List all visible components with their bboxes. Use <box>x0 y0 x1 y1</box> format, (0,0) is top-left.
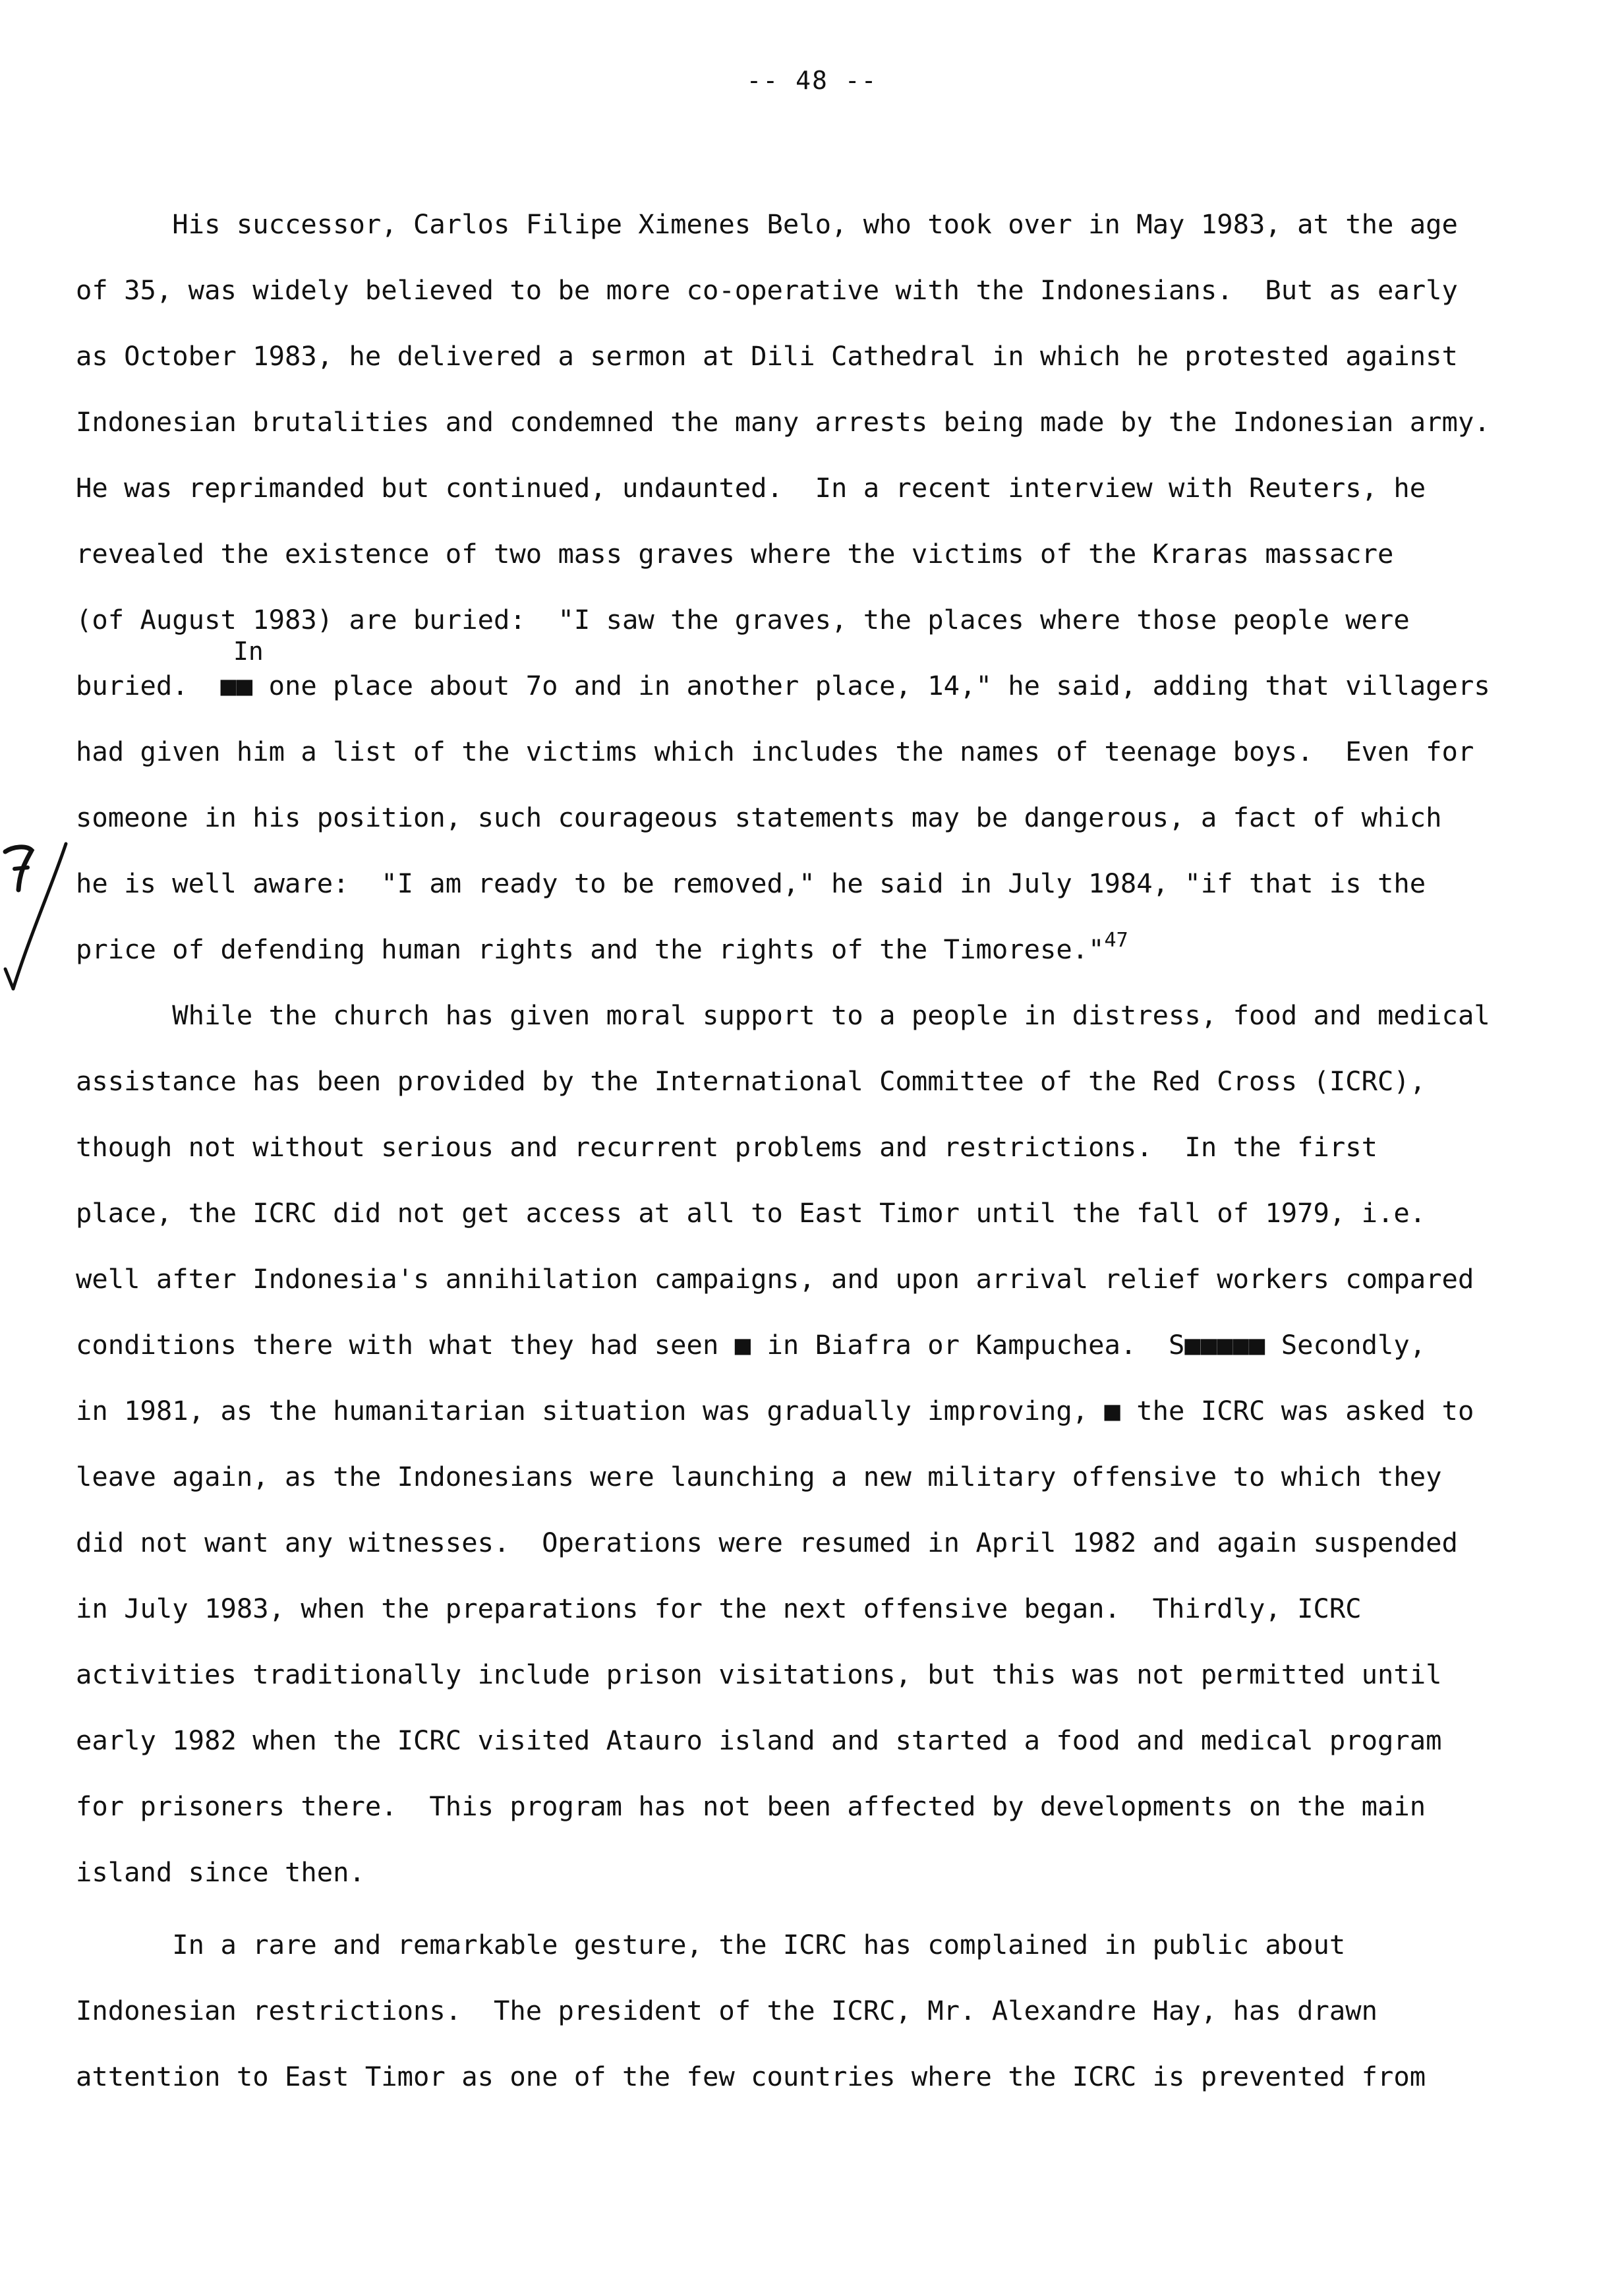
text-line: assistance has been provided by the International Committee of the Red Cross (ICRC), <box>76 1065 1426 1097</box>
footnote-reference: 47 <box>1104 929 1128 952</box>
text-line: He was reprimanded but continued, undaunted. In a recent interview with Reuters, he <box>76 472 1426 504</box>
text-line: as October 1983, he delivered a sermon at Dili Cathedral in which he protested against <box>76 340 1458 372</box>
text-line: leave again, as the Indonesians were launching a new military offensive to which they <box>76 1461 1442 1492</box>
text-line: buried. ■■ one place about 7o and in another place, 14," he said, adding that villagers <box>76 670 1490 701</box>
text-line: His successor, Carlos Filipe Ximenes Belo, who took over in May 1983, at the age <box>76 208 1458 240</box>
text-line: in July 1983, when the preparations for the next offensive began. Thirdly, ICRC <box>76 1593 1362 1624</box>
handwritten-insertion: In <box>233 637 264 666</box>
text-line: attention to East Timor as one of the few countries where the ICRC is prevented from <box>76 2061 1426 2092</box>
text-line: place, the ICRC did not get access at all to East Timor until the fall of 1979, i.e. <box>76 1197 1426 1229</box>
text-line: (of August 1983) are buried: "I saw the graves, the places where those people were <box>76 604 1410 635</box>
text-line: had given him a list of the victims which includes the names of teenage boys. Even for <box>76 736 1474 767</box>
text-line: Indonesian restrictions. The president of the ICRC, Mr. Alexandre Hay, has drawn <box>76 1995 1378 2026</box>
text-line: activities traditionally include prison visitations, but this was not permitted until <box>76 1659 1442 1690</box>
text-line: While the church has given moral support to a people in distress, food and medical <box>76 999 1490 1031</box>
handwritten-seven-check-icon <box>0 837 79 1009</box>
text-line: revealed the existence of two mass graves where the victims of the Kraras massacre <box>76 538 1394 570</box>
text-line: of 35, was widely believed to be more co-operative with the Indonesians. But as early <box>76 274 1458 306</box>
text-line: did not want any witnesses. Operations were resumed in April 1982 and again suspended <box>76 1527 1458 1558</box>
text-line: well after Indonesia's annihilation campaigns, and upon arrival relief workers compared <box>76 1263 1474 1295</box>
text-line: for prisoners there. This program has not been affected by developments on the main <box>76 1790 1426 1822</box>
text-line: someone in his position, such courageous statements may be dangerous, a fact of which <box>76 802 1442 833</box>
text-line: island since then. <box>76 1856 365 1888</box>
text-line: he is well aware: "I am ready to be removed," he said in July 1984, "if that is the <box>76 868 1426 899</box>
text-line: In a rare and remarkable gesture, the ICRC has complained in public about <box>76 1929 1346 1960</box>
text-line: though not without serious and recurrent problems and restrictions. In the first <box>76 1131 1378 1163</box>
text-line: early 1982 when the ICRC visited Atauro island and started a food and medical program <box>76 1724 1442 1756</box>
text-line: in 1981, as the humanitarian situation was gradually improving, ■ the ICRC was asked to <box>76 1395 1474 1426</box>
handwritten-margin-mark <box>0 837 79 1011</box>
text-line-content: price of defending human rights and the rights of the Timorese." <box>76 933 1105 965</box>
text-line-with-footnote <box>76 929 1128 965</box>
text-line: conditions there with what they had seen ■ in Biafra or Kampuchea. S■■■■■ Secondly, <box>76 1329 1426 1361</box>
page-number: -- 48 -- <box>746 66 878 95</box>
text-line: Indonesian brutalities and condemned the many arrests being made by the Indonesian army. <box>76 406 1490 438</box>
